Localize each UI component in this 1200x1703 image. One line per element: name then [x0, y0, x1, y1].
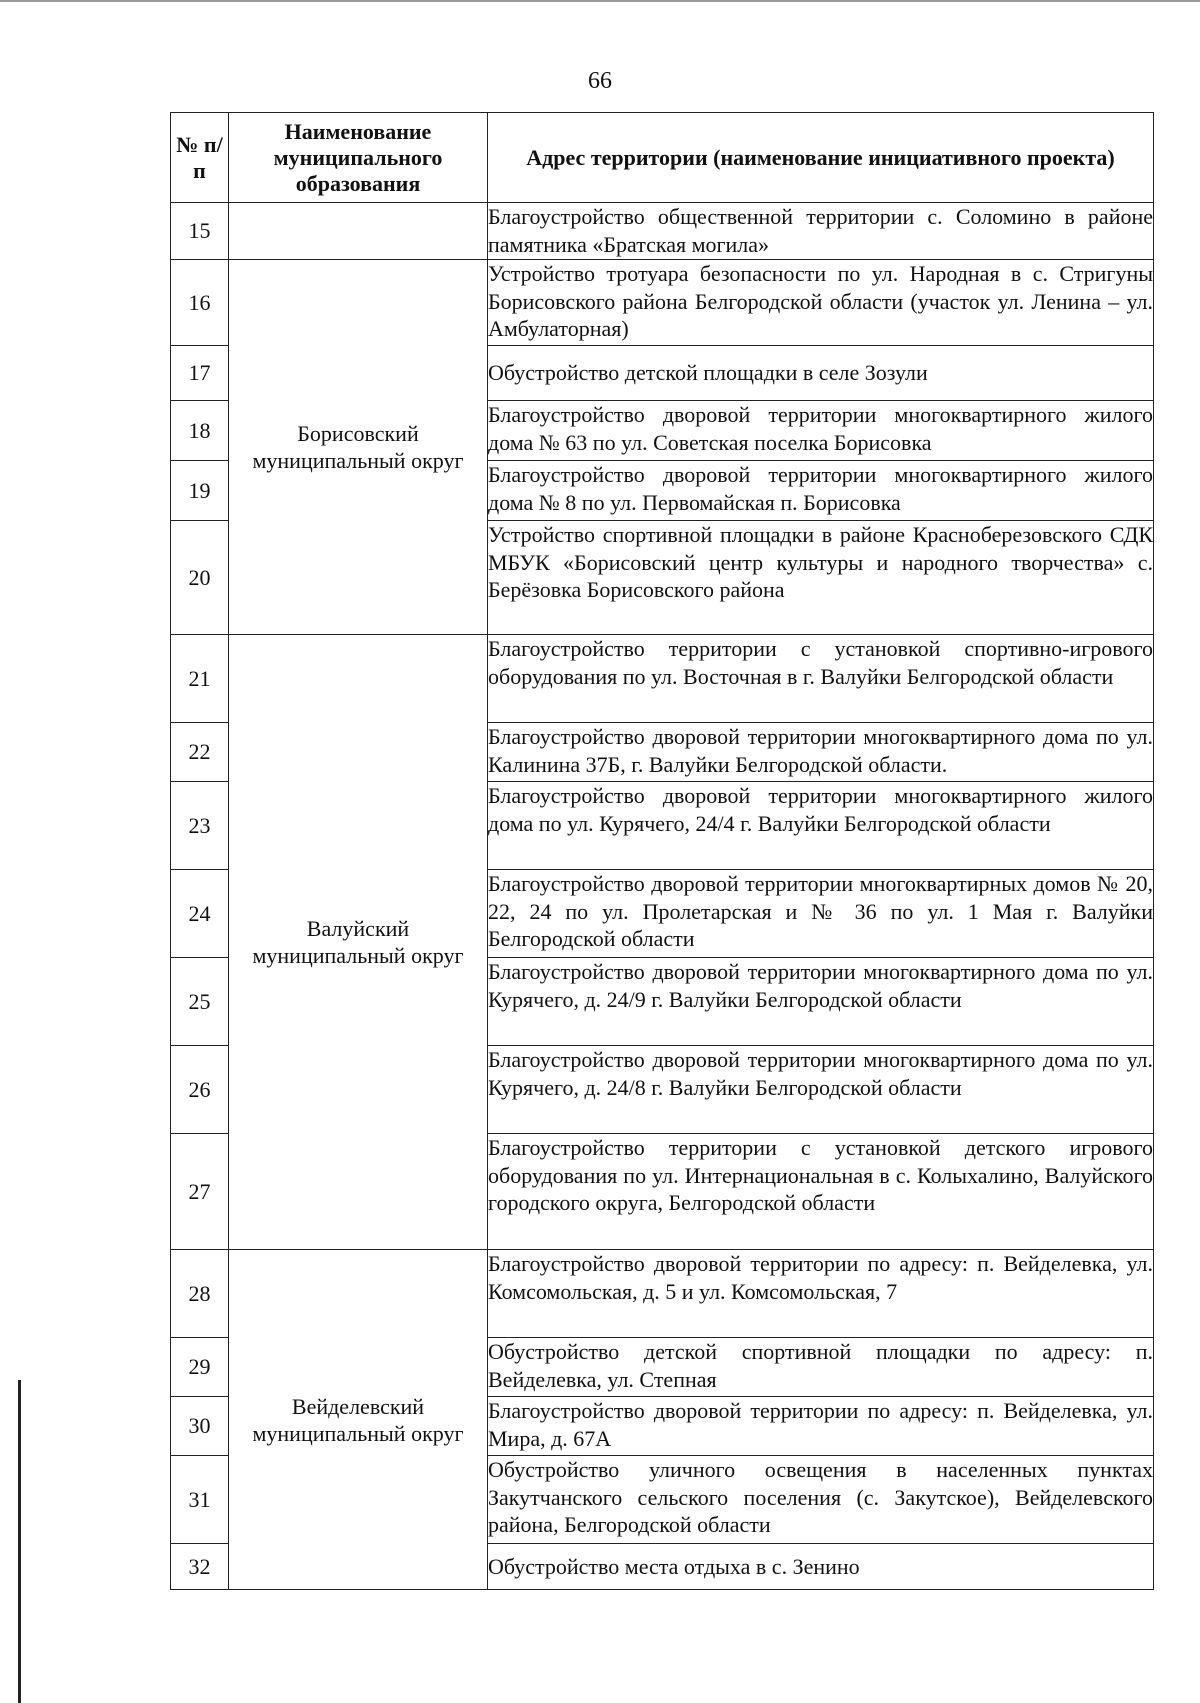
header-number: № п/п	[171, 113, 229, 203]
row-address: Обустройство места отдыха в с. Зенино	[488, 1544, 1154, 1590]
row-address: Обустройство детской спортивной площадки по адресу: п. Вейделевка, ул. Степная	[488, 1338, 1154, 1397]
municipality-cell-empty	[229, 203, 488, 260]
row-address: Благоустройство территории с установкой спортивно-игрового оборудования по ул. Восточная в г. Валуйки Белгородской области	[488, 635, 1154, 723]
row-number: 17	[171, 346, 229, 401]
row-address: Обустройство уличного освещения в населенных пунктах Закутчанского сельского поселения (с. Закутское), Вейделевского района, Белгородской области	[488, 1456, 1154, 1544]
row-address: Устройство спортивной площадки в районе Красноберезовского СДК МБУК «Борисовский центр культуры и народного творчества» с. Берёзовка Борисовского района	[488, 521, 1154, 635]
row-number: 32	[171, 1544, 229, 1590]
municipality-cell: Вейделевский муниципальный округ	[229, 1250, 488, 1590]
row-number: 20	[171, 521, 229, 635]
row-address: Благоустройство дворовой территории многоквартирного жилого дома по ул. Курячего, 24/4 г. Валуйки Белгородской области	[488, 782, 1154, 870]
header-address: Адрес территории (наименование инициативного проекта)	[488, 113, 1154, 203]
table-row	[171, 260, 1154, 346]
row-number: 29	[171, 1338, 229, 1397]
scan-border-line	[0, 0, 1200, 2]
row-number: 19	[171, 461, 229, 521]
row-number: 15	[171, 203, 229, 260]
row-address: Обустройство детской площадки в селе Зозули	[488, 346, 1154, 401]
row-number: 18	[171, 401, 229, 461]
row-number: 31	[171, 1456, 229, 1544]
scan-edge-mark	[18, 1380, 21, 1703]
row-number: 30	[171, 1397, 229, 1456]
row-number: 24	[171, 870, 229, 958]
row-number: 22	[171, 723, 229, 782]
row-address: Благоустройство дворовой территории многоквартирного жилого дома № 63 по ул. Советская поселка Борисовка	[488, 401, 1154, 461]
row-number: 21	[171, 635, 229, 723]
row-address: Благоустройство дворовой территории по адресу: п. Вейделевка, ул. Комсомольская, д. 5 и ул. Комсомольская, 7	[488, 1250, 1154, 1338]
table-header-row	[171, 113, 1154, 203]
table-row	[171, 635, 1154, 723]
row-number: 28	[171, 1250, 229, 1338]
row-number: 26	[171, 1046, 229, 1134]
table-row	[171, 203, 1154, 260]
row-number: 27	[171, 1134, 229, 1250]
row-address: Благоустройство дворовой территории многоквартирных домов № 20, 22, 24 по ул. Пролетарская и № 36 по ул. 1 Мая г. Валуйки Белгородской области	[488, 870, 1154, 958]
municipality-cell: Валуйский муниципальный округ	[229, 635, 488, 1250]
row-address: Благоустройство дворовой территории многоквартирного жилого дома № 8 по ул. Первомайская п. Борисовка	[488, 461, 1154, 521]
row-address: Благоустройство общественной территории с. Соломино в районе памятника «Братская могила»	[488, 203, 1154, 260]
projects-table	[170, 112, 1154, 1590]
table-row	[171, 1250, 1154, 1338]
row-address: Благоустройство дворовой территории многоквартирного дома по ул. Калинина 37Б, г. Валуйки Белгородской области.	[488, 723, 1154, 782]
header-municipality: Наименование муниципального образования	[229, 113, 488, 203]
municipality-cell: Борисовский муниципальный округ	[229, 260, 488, 635]
row-address: Благоустройство территории с установкой детского игрового оборудования по ул. Интернациональная в с. Колыхалино, Валуйского городского округа, Белгородской области	[488, 1134, 1154, 1250]
row-number: 16	[171, 260, 229, 346]
row-number: 23	[171, 782, 229, 870]
row-address: Благоустройство дворовой территории по адресу: п. Вейделевка, ул. Мира, д. 67А	[488, 1397, 1154, 1456]
row-number: 25	[171, 958, 229, 1046]
row-address: Благоустройство дворовой территории многоквартирного дома по ул. Курячего, д. 24/8 г. Валуйки Белгородской области	[488, 1046, 1154, 1134]
page-number: 66	[588, 68, 612, 94]
row-address: Благоустройство дворовой территории многоквартирного дома по ул. Курячего, д. 24/9 г. Валуйки Белгородской области	[488, 958, 1154, 1046]
row-address: Устройство тротуара безопасности по ул. Народная в с. Стригуны Борисовского района Белгородской области (участок ул. Ленина – ул. Амбулаторная)	[488, 260, 1154, 346]
